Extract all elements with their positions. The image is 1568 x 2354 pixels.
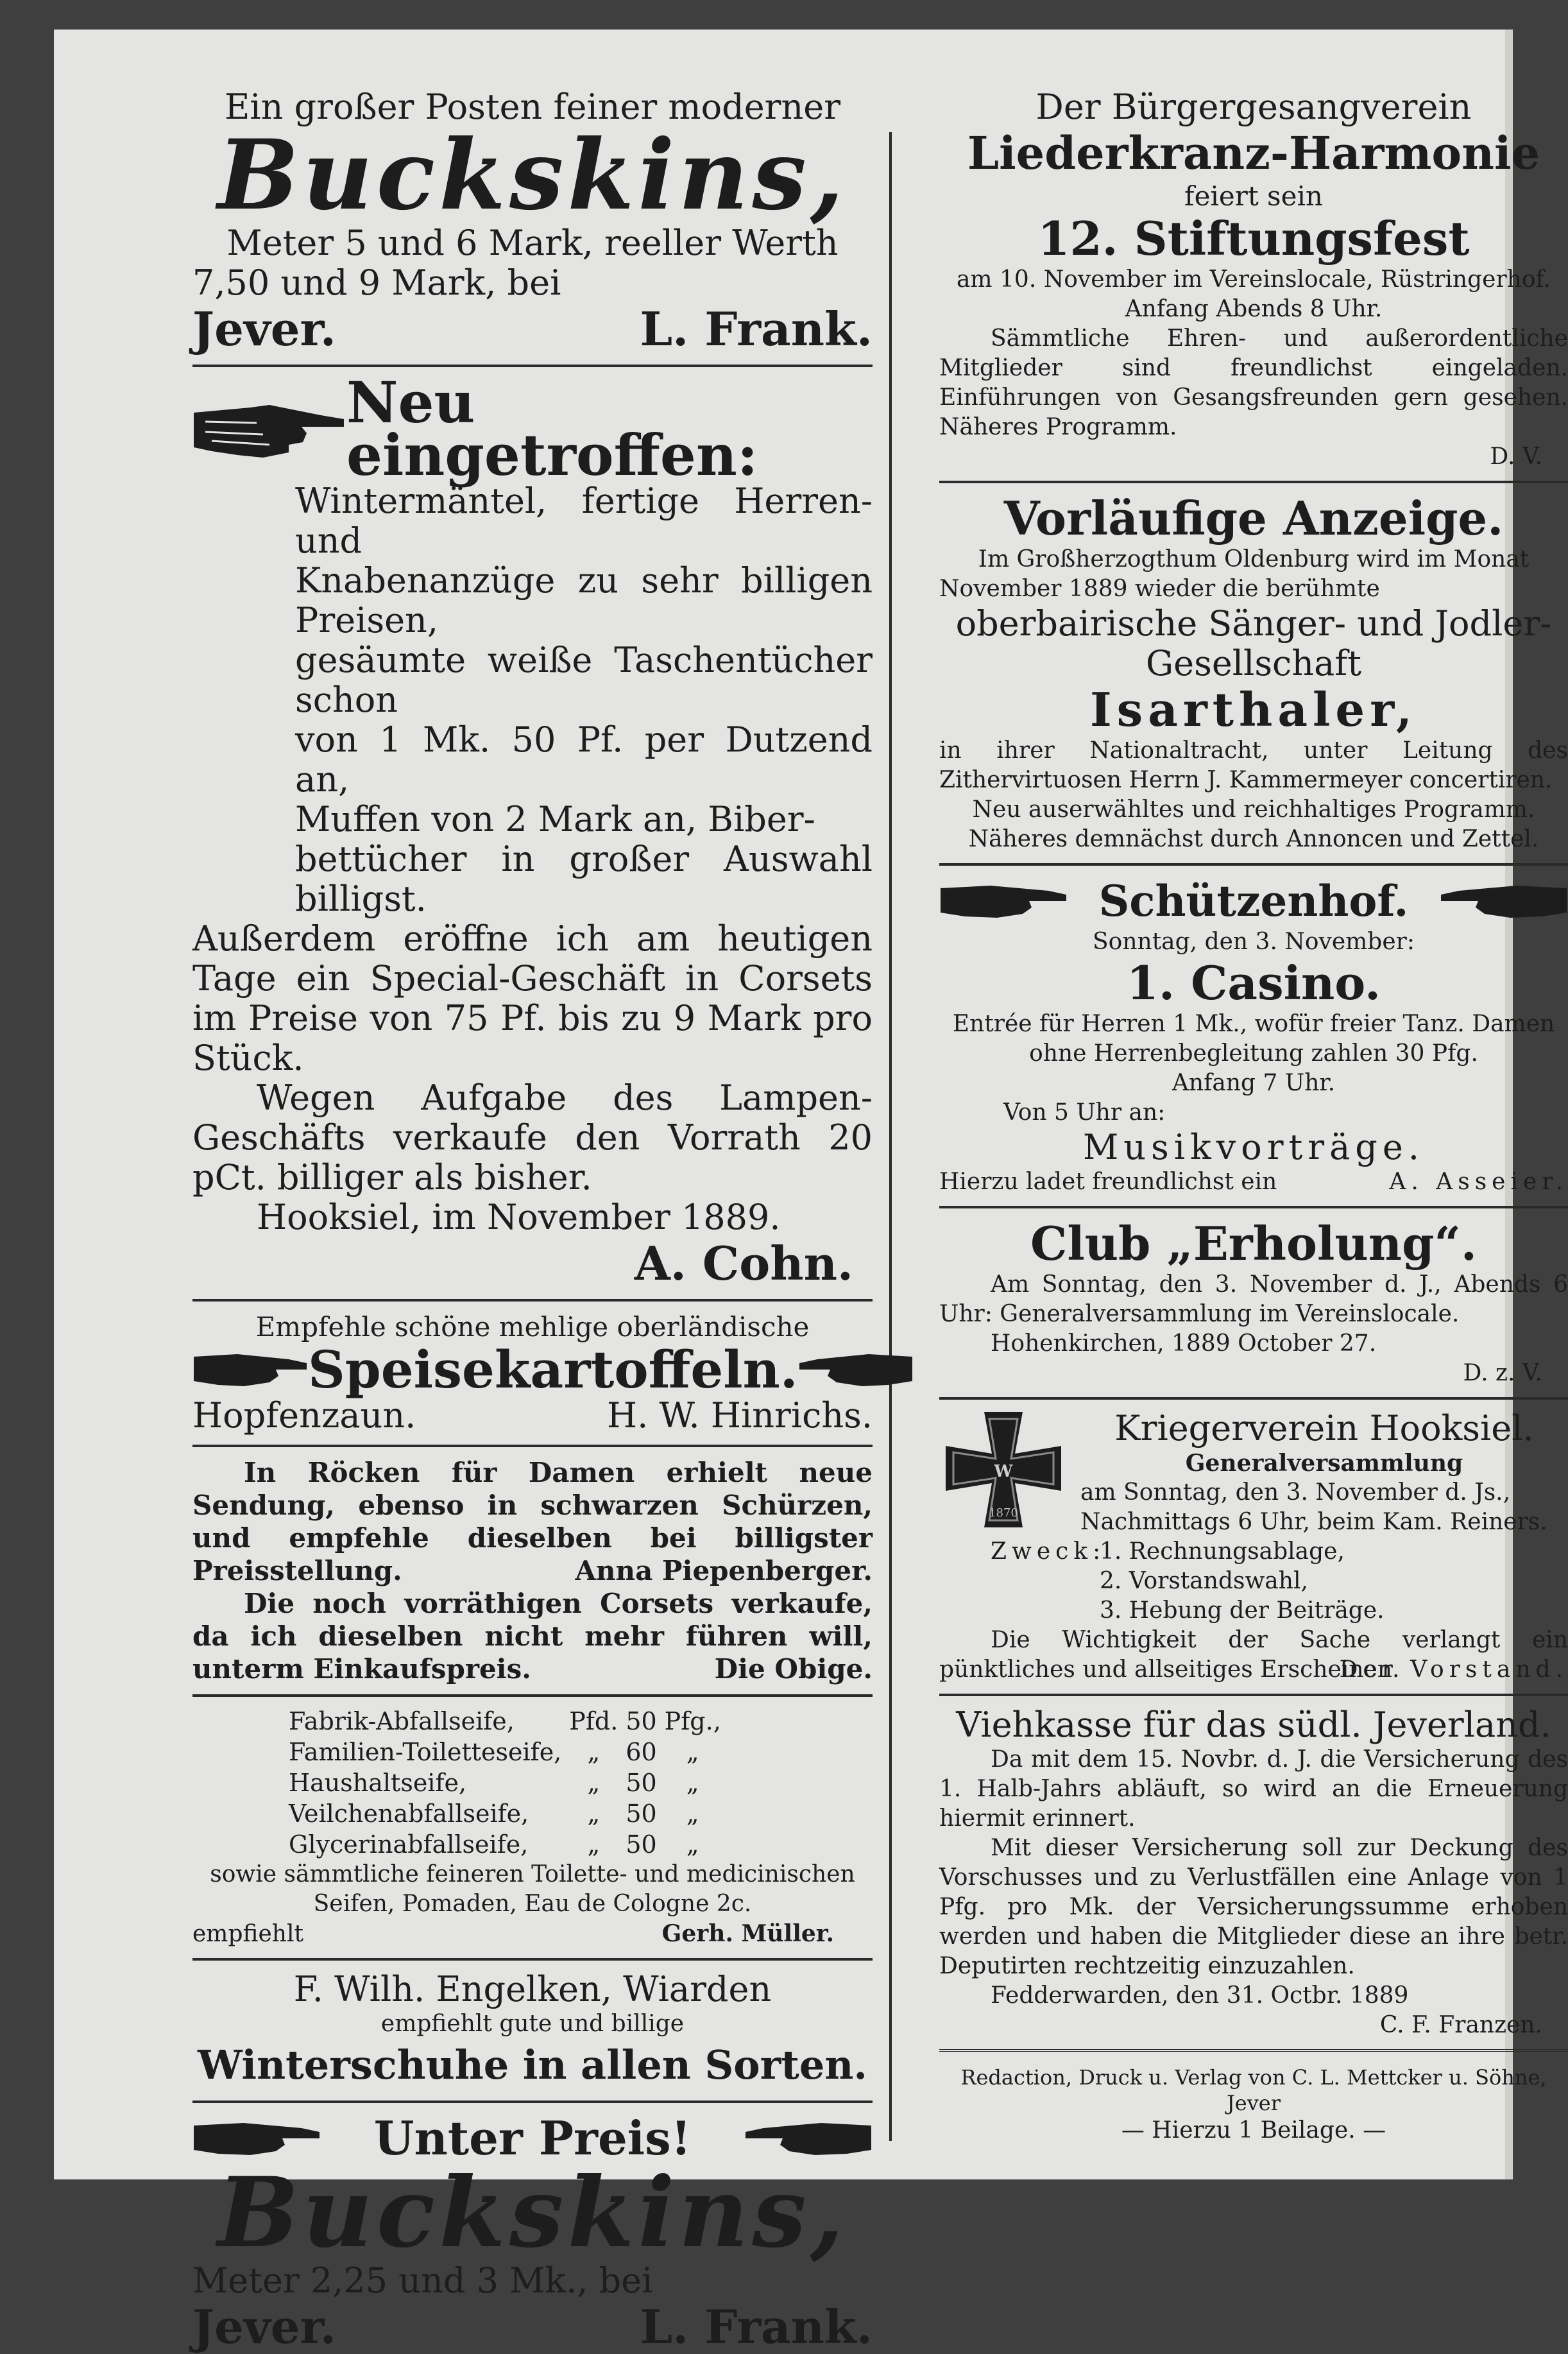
ad-sub: Generalversammlung [1185, 1450, 1463, 1477]
ad-sign: C. F. Franzen. [1379, 2012, 1542, 2038]
ad-paragraph: Wegen Aufgabe des Lampen-Geschäfts verkaufe den Vorrath 20 pCt. billiger als bisher. [192, 1078, 873, 1198]
ad-text: Meter 2,25 und 3 Mk., bei [192, 2260, 653, 2301]
ad-paragraph: Am Sonntag, den 3. November d. J., Abends 6 Uhr: Generalversammlung im Vereinslocale. [939, 1271, 1568, 1327]
ad-sub: feiert sein [1184, 180, 1323, 212]
price-price: 50 [626, 1707, 657, 1735]
ad-separator [192, 365, 873, 367]
price-unit: „ [587, 1738, 601, 1766]
price-suffix: „ [686, 1769, 699, 1797]
pointing-hand-icon [798, 1344, 914, 1395]
price-row [289, 1706, 729, 1737]
ad-music: Musikvorträge. [1082, 1127, 1424, 1167]
agenda-label: Zweck: [991, 1538, 1106, 1565]
ad-header-block [939, 1409, 1568, 1537]
agenda-item: 1. Rechnungsablage, [1100, 1538, 1345, 1565]
ad-buckskins-frank-2 [192, 2112, 873, 2353]
price-table [289, 1706, 729, 1860]
price-name: Glycerinabfallseife, [289, 1830, 529, 1859]
ad-text: Gesellschaft [1146, 643, 1361, 683]
ad-intro: Der Bürgergesangverein [1035, 87, 1472, 127]
pointing-hand-icon [1440, 875, 1568, 927]
ad-dateline: Hohenkirchen, 1889 October 27. [991, 1330, 1377, 1357]
ad-title: Viehkasse für das südl. Jeverland. [956, 1705, 1551, 1745]
ad-name: F. Wilh. Engelken, Wiarden [293, 1969, 772, 2009]
ad-title: Winterschuhe in allen Sorten. [198, 2041, 867, 2088]
ad-date: Sonntag, den 3. November: [1093, 929, 1415, 955]
ad-separator [192, 1445, 873, 1447]
ad-hinrichs [192, 1310, 873, 1436]
ad-piepenberger [192, 1456, 873, 1685]
ad-merchant: Gerh. Müller. [661, 1920, 834, 1947]
price-suffix: „ [686, 1800, 699, 1828]
ad-title: Liederkranz-Harmonie [967, 126, 1540, 180]
ad-place: Hopfenzaun. [192, 1395, 416, 1436]
ad-title-row [192, 1339, 873, 1400]
ad-merchant: L. Frank. [640, 302, 873, 356]
price-suffix: Pfg., [664, 1707, 721, 1735]
ad-signature-row [192, 2301, 873, 2353]
price-name: Veilchenabfallseife, [289, 1800, 529, 1828]
ad-sign: Der Vorstand. [1339, 1656, 1568, 1683]
ad-text: Nachmittags 6 Uhr, beim Kam. Reiners. [1080, 1509, 1547, 1535]
ad-paragraph: in ihrer Nationaltracht, unter Leitung des Zithervirtuosen Herrn J. Kammermeyer concertiren. [939, 737, 1568, 793]
ad-text: Von 5 Uhr an: [1003, 1099, 1166, 1126]
ad-mueller [192, 1706, 873, 1949]
price-price: 50 [626, 1830, 657, 1859]
ad-intro: Empfehle schöne mehlige oberländische [255, 1311, 810, 1343]
ad-text: von 1 Mk. 50 Pf. per Dutzend an, [295, 719, 873, 800]
ad-paragraph: Die Wichtigkeit der Sache verlangt ein pünktliches und allseitiges Erscheinen. [939, 1627, 1568, 1683]
ad-kriegerverein [939, 1409, 1568, 1685]
ad-headline-row [192, 369, 873, 488]
ad-separator [939, 863, 1568, 866]
ad-separator [192, 1958, 873, 1961]
newspaper-page [54, 30, 1568, 2354]
price-price: 50 [626, 1769, 657, 1797]
ad-isarthaler [939, 492, 1568, 854]
ad-lead: empfiehlt [192, 1921, 303, 1947]
ad-signature-row [939, 1167, 1568, 1197]
ad-schuetzenhof [939, 875, 1568, 1197]
ad-headline: Neu eingetroffen: [346, 369, 758, 488]
ad-paragraph: Sämmtliche Ehren- und außerordentliche Mitglieder sind freundlichst eingeladen. Einführungen von Gesangsfreunden gern gesehen. Näheres Programm. [939, 325, 1568, 440]
left-column [192, 87, 873, 2353]
ad-invite: Hierzu ladet freundlichst ein [939, 1169, 1277, 1195]
ad-sign: D. z. V. [1463, 1360, 1542, 1386]
ad-title: Speisekartoffeln. [308, 1339, 798, 1400]
ad-text: Meter 5 und 6 Mark, reeller Werth [226, 223, 839, 263]
ad-headline: Unter Preis! [373, 2111, 692, 2165]
price-price: 60 [626, 1738, 657, 1766]
price-name: Familien-Toiletteseife, [289, 1738, 562, 1766]
price-unit: „ [587, 1800, 601, 1828]
ad-event: 1. Casino. [1126, 956, 1381, 1010]
ad-name: Isarthaler, [1090, 682, 1417, 737]
ad-text: ohne Herrenbegleitung zahlen 30 Pfg. [1029, 1040, 1478, 1067]
ad-signature: A. Cohn. [634, 1236, 853, 1291]
agenda-item: 2. Vorstandswahl, [1100, 1568, 1308, 1594]
ad-place: Jever. [192, 302, 336, 356]
ad-buckskins-frank [192, 87, 873, 356]
ad-sign: Die Obige. [714, 1653, 873, 1685]
ad-event: 12. Stiftungsfest [1037, 211, 1470, 266]
ad-separator [192, 2101, 873, 2103]
ad-intro: Ein großer Posten feiner moderner [224, 87, 841, 127]
ad-title: Buckskins, [217, 119, 848, 232]
ad-title: Buckskins, [217, 2156, 848, 2269]
cross-year: 1870 [989, 1506, 1018, 1520]
ad-title-row [939, 875, 1568, 927]
ad-separator [192, 1694, 873, 1697]
agenda-items [1100, 1537, 1385, 1626]
price-name: Haushaltseife, [289, 1769, 467, 1797]
ad-text: am 10. November im Vereinslocale, Rüstringerhof. [956, 266, 1551, 293]
price-suffix: „ [686, 1830, 699, 1859]
ad-text: Muffen von 2 Mark an, Biber- [295, 799, 815, 839]
ad-text: Seifen, Pomaden, Eau de Cologne 2c. [313, 1891, 752, 1917]
ad-lines [192, 481, 873, 919]
price-price: 50 [626, 1800, 657, 1828]
price-name: Fabrik-Abfallseife, [289, 1707, 515, 1735]
right-column [939, 87, 1568, 2145]
agenda-item: 3. Hebung der Beiträge. [1100, 1597, 1385, 1624]
ad-text: Im Großherzogthum Oldenburg wird im Monat [978, 546, 1530, 572]
ad-signature-row [192, 1396, 873, 1436]
price-unit: „ [587, 1830, 601, 1859]
pointing-hand-icon [939, 875, 1068, 927]
pointing-hand-icon [192, 393, 346, 464]
price-row [289, 1798, 729, 1829]
ad-paragraph: Mit dieser Versicherung soll zur Deckung des Vorschusses und zu Verlustfällen eine Anlage von 1 Pfg. pro Mk. der Versicherungssumme erhoben werden und haben die Mitglieder diese an ihre betr. Deputirten rechtzeitig einzuzahlen. [939, 1835, 1568, 1979]
ad-merchant: H. W. Hinrichs. [607, 1395, 873, 1436]
ad-engelken [192, 1970, 873, 2092]
ad-separator [939, 481, 1568, 483]
price-unit: Pfd. [569, 1707, 618, 1735]
price-row [289, 1829, 729, 1860]
ad-text: Näheres demnächst durch Annoncen und Zettel. [968, 826, 1539, 852]
ad-liederkranz [939, 87, 1568, 472]
ad-text: Anfang Abends 8 Uhr. [1125, 296, 1383, 322]
imprint [939, 2065, 1568, 2145]
price-row [289, 1737, 729, 1767]
ad-place: Jever. [192, 2299, 336, 2354]
pointing-hand-icon [192, 1344, 308, 1395]
ad-name: Anna Piepenberger. [575, 1555, 873, 1586]
ad-sub: empfiehlt gute und billige [380, 2011, 685, 2037]
ad-title: Schützenhof. [1098, 876, 1409, 926]
price-row [289, 1767, 729, 1798]
ad-dateline: Fedderwarden, den 31. Octbr. 1889 [991, 1982, 1409, 2009]
ad-text: gesäumte weiße Taschentücher schon [295, 640, 873, 720]
ad-title: Vorläufige Anzeige. [1003, 491, 1504, 546]
ad-title: Kriegerverein Hooksiel. [1114, 1408, 1534, 1448]
ad-text: sowie sämmtliche feineren Toilette- und medicinischen [210, 1861, 855, 1887]
ad-text: Entrée für Herren 1 Mk., wofür freier Tanz. Damen [952, 1011, 1555, 1037]
ad-host: A. Asseier. [1389, 1169, 1568, 1195]
ad-text: Neu auserwähltes und reichhaltiges Programm. [972, 796, 1535, 823]
ad-text: November 1889 wieder die berühmte [939, 576, 1380, 602]
ad-separator [939, 1397, 1568, 1400]
imprint-line: Redaction, Druck u. Verlag von C. L. Mettcker u. Söhne, Jever [960, 2065, 1547, 2115]
ad-viehkasse [939, 1705, 1568, 2040]
ad-text: 7,50 und 9 Mark, bei [192, 262, 561, 303]
ad-separator [939, 1206, 1568, 1208]
price-suffix: „ [686, 1738, 699, 1766]
ad-dateline: Hooksiel, im November 1889. [257, 1197, 781, 1237]
ad-text: Wintermäntel, fertige Herren- und [295, 481, 873, 561]
ad-text: Knabenanzüge zu sehr billigen Preisen, [295, 560, 873, 640]
ad-signature-row [192, 1919, 873, 1949]
ad-erholung [939, 1217, 1568, 1388]
ad-text: am Sonntag, den 3. November d. Js., [1080, 1479, 1511, 1506]
ad-separator [192, 1299, 873, 1302]
ad-merchant: L. Frank. [640, 2299, 873, 2354]
ad-text: bettücher in großer Auswahl billigst. [295, 839, 873, 919]
ad-separator [939, 1694, 1568, 1696]
ad-signature-row [192, 303, 873, 356]
price-unit: „ [587, 1769, 601, 1797]
ad-text: oberbairische Sänger- und Jodler- [955, 603, 1552, 644]
ad-title: Club „Erholung“. [1030, 1216, 1477, 1271]
column-divider [889, 132, 892, 2141]
imprint-separator [939, 2049, 1568, 2056]
ad-paragraph: Da mit dem 15. Novbr. d. J. die Versicherung des 1. Halb-Jahrs abläuft, so wird an die Erneuerung hiermit erinnert. [939, 1746, 1568, 1832]
ad-header-text [1068, 1409, 1568, 1537]
iron-cross-icon [939, 1409, 1068, 1531]
imprint-supplement: — Hierzu 1 Beilage. — [1121, 2117, 1386, 2144]
svg-text:W: W [994, 1462, 1013, 1481]
ad-paragraph: In Röcken für Damen erhielt neue Sendung, ebenso in schwarzen Schürzen, und empfehle dieselben bei billigster Preisstellung. [192, 1457, 873, 1586]
ad-paragraph: Außerdem eröffne ich am heutigen Tage ein Special-Geschäft in Corsets im Preise von 75 Pf. bis zu 9 Mark pro Stück. [192, 918, 873, 1078]
ad-paragraph: Die noch vorräthigen Corsets verkaufe, da ich dieselben nicht mehr führen will, unterm Einkaufspreis. [192, 1588, 873, 1685]
ad-text: Anfang 7 Uhr. [1172, 1070, 1336, 1096]
ad-agenda [939, 1537, 1568, 1626]
ad-sign: D. V. [1490, 443, 1542, 470]
ad-cohn [192, 369, 873, 1291]
